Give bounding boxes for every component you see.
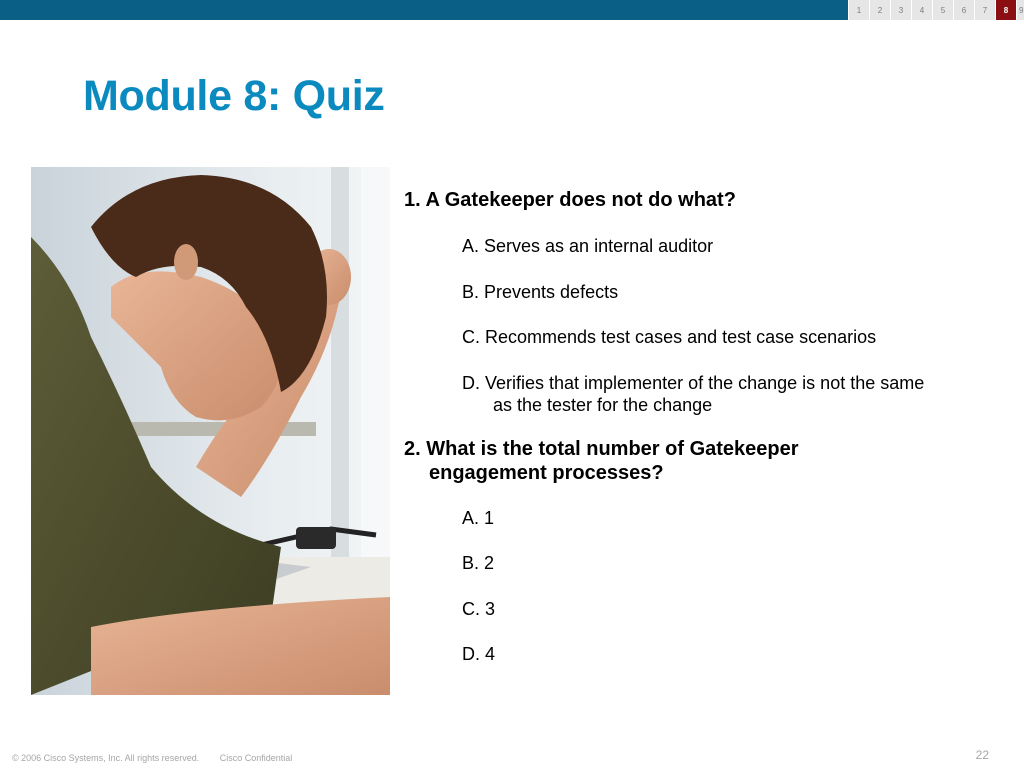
slide-nav [848, 0, 1024, 20]
nav-tab-6[interactable]: 6 [953, 0, 974, 20]
nav-tab-8-active[interactable]: 8 [995, 0, 1016, 20]
q2-option-a: A. 1 [462, 508, 495, 528]
nav-tab-9[interactable]: 9 [1016, 0, 1024, 20]
nav-tab-1[interactable]: 1 [848, 0, 869, 20]
top-bar [0, 0, 1024, 20]
slide-title: Module 8: Quiz [83, 72, 385, 120]
confidential-text: Cisco Confidential [219, 753, 293, 763]
q1-option-d: D. Verifies that implementer of the change is not the same as the tester for the change [462, 373, 925, 415]
footer [12, 753, 292, 763]
q2-option-b: B. 2 [462, 553, 495, 573]
page-number: 22 [975, 748, 989, 762]
nav-tab-4[interactable]: 4 [911, 0, 932, 20]
copyright-text: © 2006 Cisco Systems, Inc. All rights reserved. [12, 753, 200, 763]
q1-option-b: B. Prevents defects [462, 282, 619, 302]
q1-option-a: A. Serves as an internal auditor [462, 236, 714, 256]
q2-option-d: D. 4 [462, 644, 496, 664]
question-1: 1. A Gatekeeper does not do what? [404, 189, 736, 211]
question-2: 2. What is the total number of Gatekeeper engagement processes? [404, 438, 799, 484]
q1-option-c: C. Recommends test cases and test case scenarios [462, 327, 877, 347]
nav-tab-3[interactable]: 3 [890, 0, 911, 20]
nav-tab-5[interactable]: 5 [932, 0, 953, 20]
nav-tab-7[interactable]: 7 [974, 0, 995, 20]
q2-option-c: C. 3 [462, 599, 496, 619]
student-photo [31, 167, 390, 695]
nav-tab-2[interactable]: 2 [869, 0, 890, 20]
